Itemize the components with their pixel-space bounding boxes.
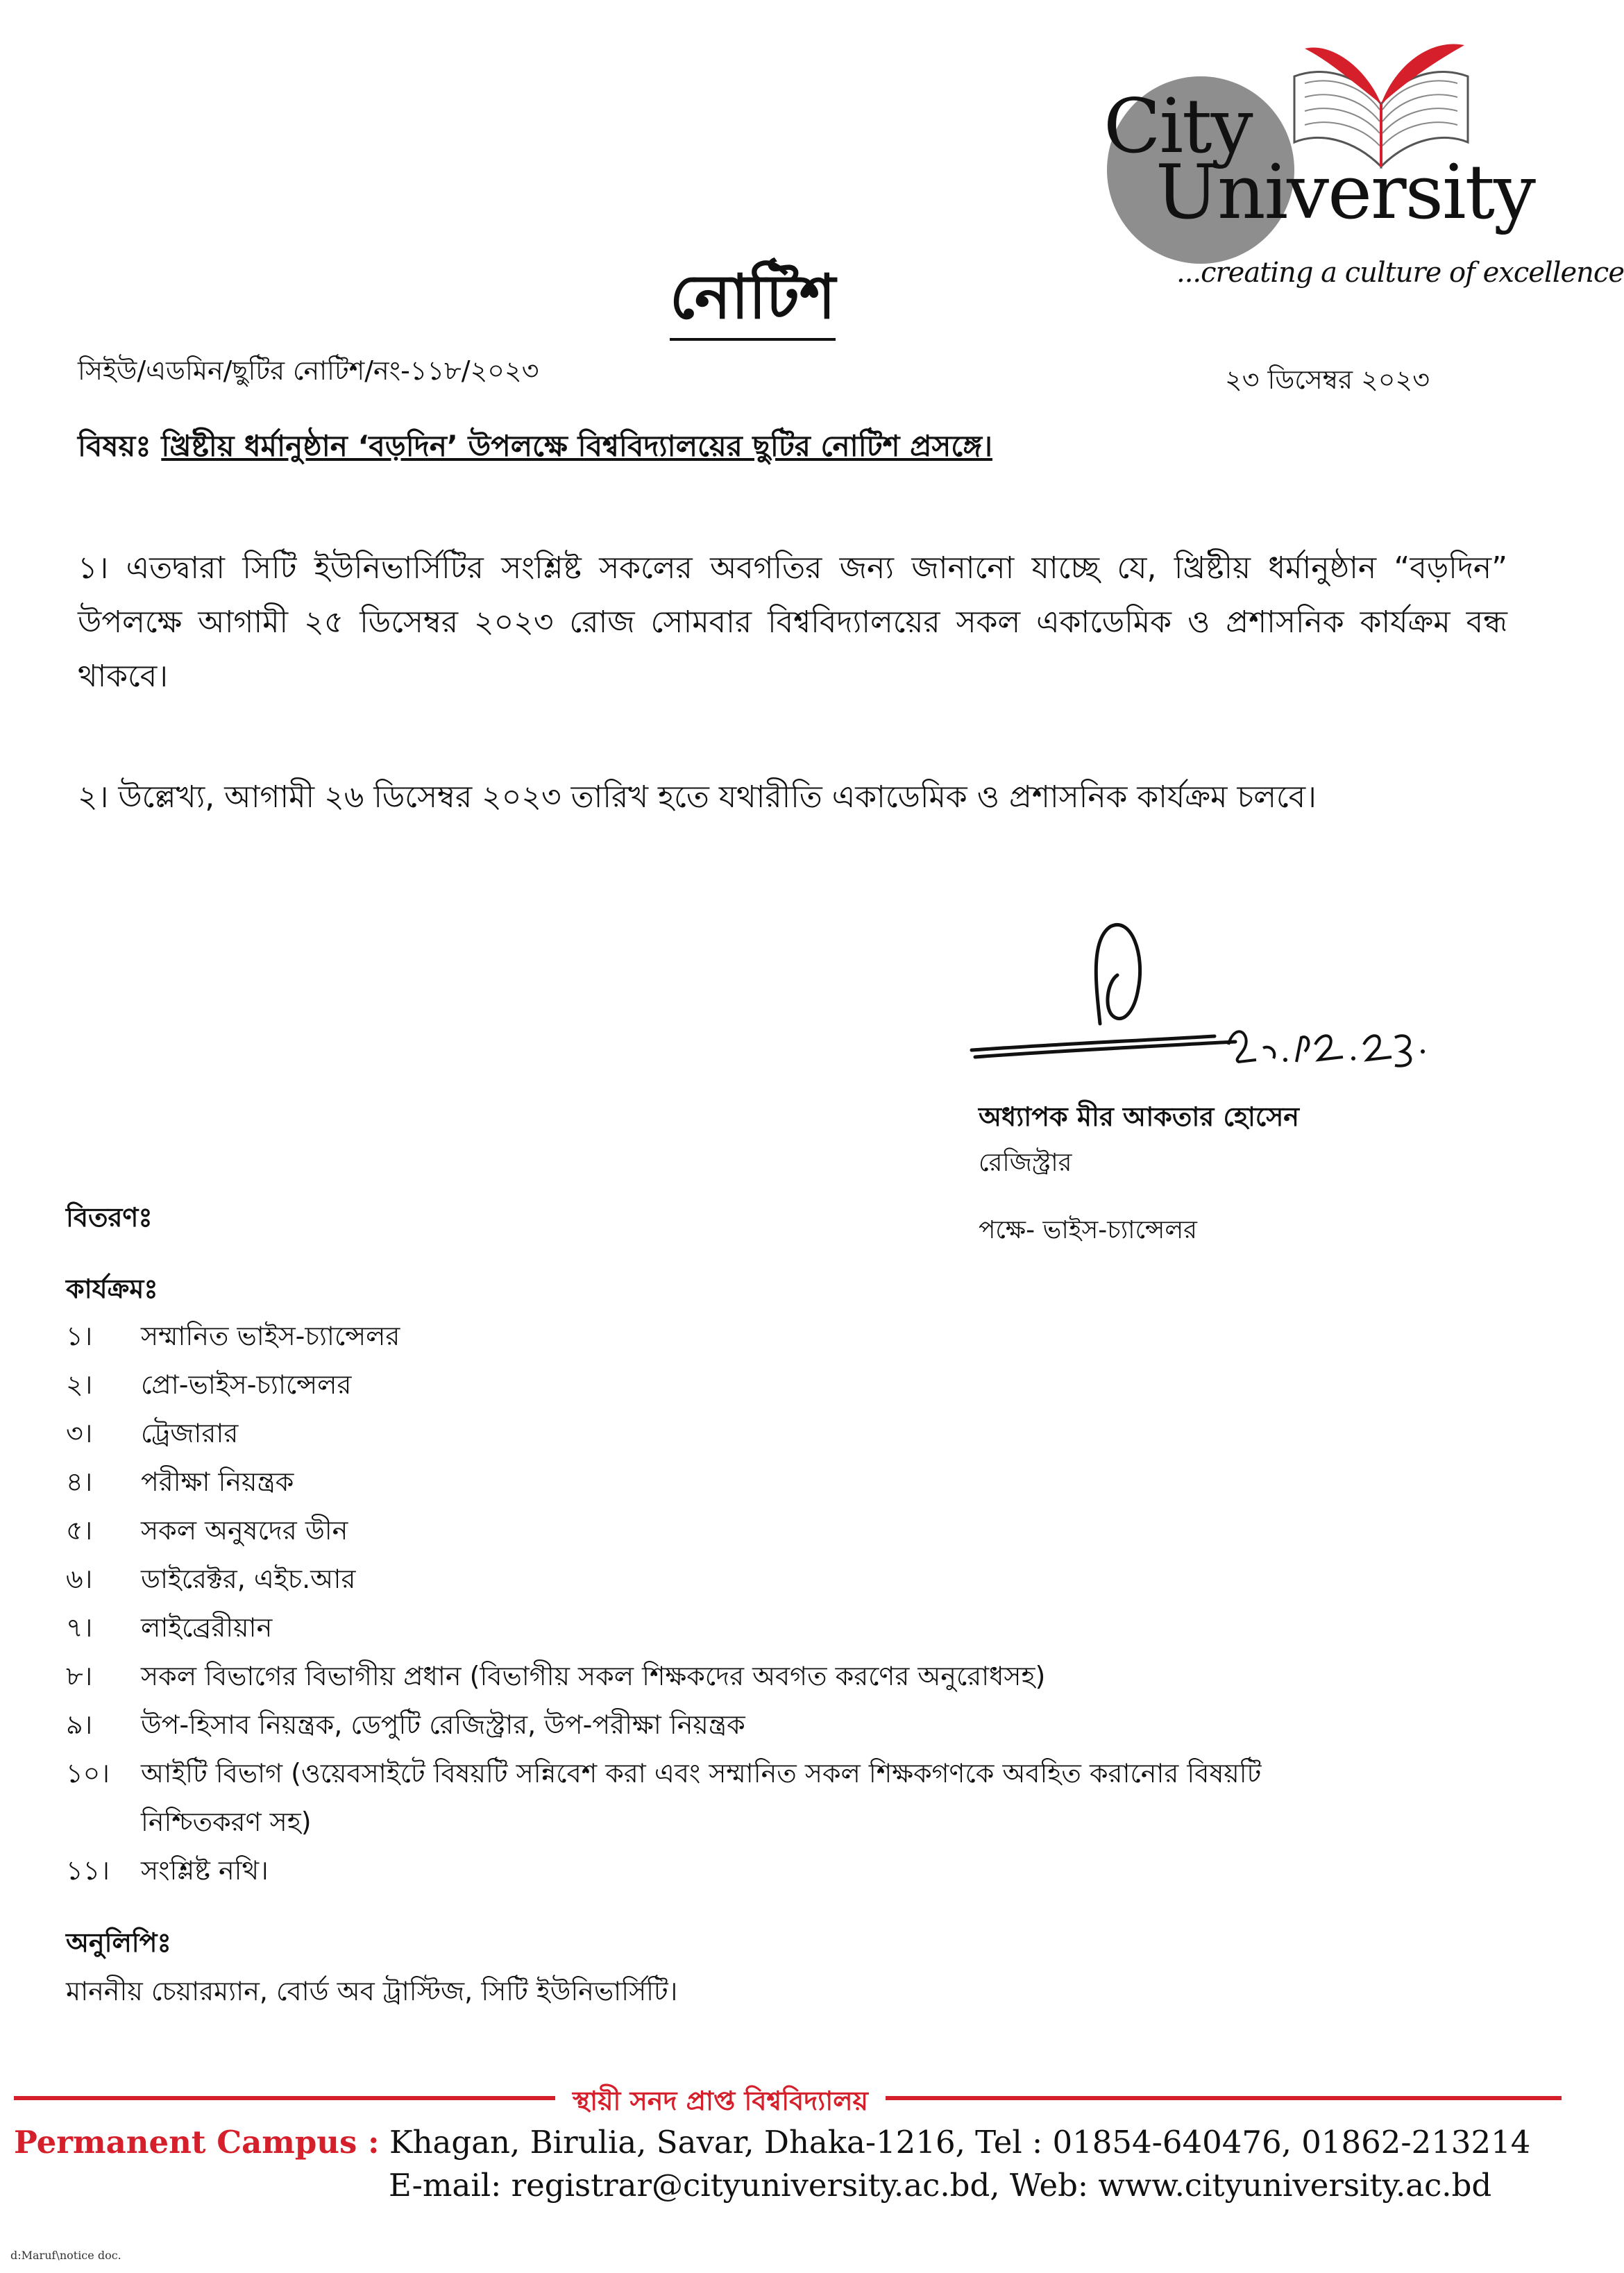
list-item (66, 1603, 1385, 1652)
list-item-number: ৪। (66, 1467, 93, 1497)
signer-title: রেজিস্ট্রার (979, 1149, 1072, 1177)
list-item-number: ১। (66, 1321, 93, 1351)
list-item-text: সম্মানিত ভাইস-চ্যান্সেলর (141, 1321, 400, 1351)
list-item (66, 1409, 1385, 1457)
handwritten-signature (965, 913, 1430, 1093)
list-item-text: লাইব্রেরীয়ান (141, 1612, 273, 1643)
list-item-text: পরীক্ষা নিয়ন্ত্রক (141, 1467, 294, 1497)
list-item-text: উপ-হিসাব নিয়ন্ত্রক, ডেপুটি রেজিস্ট্রার, উপ-পরীক্ষা নিয়ন্ত্রক (141, 1709, 745, 1740)
list-item-number: ৬। (66, 1564, 93, 1594)
list-item-text: প্রো-ভাইস-চ্যান্সেলর (141, 1369, 352, 1400)
signer-behalf: পক্ষে- ভাইস-চ্যান্সেলর (979, 1216, 1197, 1244)
signer-name: অধ্যাপক মীর আকতার হোসেন (979, 1101, 1299, 1132)
logo-word-university: University (1156, 149, 1535, 236)
subject-line (78, 423, 992, 473)
campus-address: Khagan, Birulia, Savar, Dhaka-1216, Tel : 01854-640476, 01862-213214 (389, 2124, 1531, 2161)
list-item-number: ৫। (66, 1515, 93, 1546)
copy-heading: অনুলিপিঃ (66, 1927, 171, 1958)
list-item-number: ৭। (66, 1612, 93, 1643)
list-item (66, 1652, 1385, 1700)
list-item-text: সংশ্লিষ্ট নথি। (141, 1855, 269, 1886)
list-item-number: ৩। (66, 1418, 93, 1448)
list-item-text: আইটি বিভাগ (ওয়েবসাইটে বিষয়টি সন্নিবেশ করা এবং সম্মানিত সকল শিক্ষকগণকে অবহিত করানোর বিষয়টি নিশ্চিতকরণ সহ) (141, 1758, 1262, 1837)
list-item (66, 1506, 1385, 1555)
footer-campus-line (14, 2124, 1530, 2161)
list-item (66, 1700, 1385, 1749)
reference-number: সিইউ/এডমিন/ছুটির নোটিশ/নং-১১৮/২০২৩ (78, 355, 539, 386)
list-item-number: ৯। (66, 1709, 93, 1740)
list-item-text: ডাইরেক্টর, এইচ.আর (141, 1564, 356, 1594)
list-item (66, 1360, 1385, 1409)
logo-tagline: ...creating a culture of excellence (1176, 257, 1624, 289)
logo-word-city: City (1103, 83, 1252, 170)
copy-recipient: মাননীয় চেয়ারম্যান, বোর্ড অব ট্রাস্টিজ, সিটি ইউনিভার্সিটি। (66, 1976, 678, 2006)
action-list (66, 1312, 1385, 1895)
footer-motto: স্থায়ী সনদ প্রাপ্ত বিশ্ববিদ্যালয় (555, 2081, 886, 2125)
list-item-text: ট্রেজারার (141, 1418, 239, 1448)
list-item-text: সকল বিভাগের বিভাগীয় প্রধান (বিভাগীয় সকল শিক্ষকদের অবগত করণের অনুরোধসহ) (141, 1661, 1046, 1691)
list-item (66, 1749, 1385, 1846)
list-item (66, 1457, 1385, 1506)
paragraph-1: ১। এতদ্বারা সিটি ইউনিভার্সিটির সংশ্লিষ্ট সকলের অবগতির জন্য জানানো যাচ্ছে যে, খ্রিষ্টীয় ধর্মানুষ্ঠান “বড়দিন” উপলক্ষে আগামী ২৫ ডিসেম্বর ২০২৩ রোজ সোমবার বিশ্ববিদ্যালয়ের সকল একাডেমিক ও প্রশাসনিক কার্যক্রম বন্ধ থাকবে। (78, 550, 1507, 694)
list-item (66, 1846, 1385, 1895)
list-item (66, 1555, 1385, 1603)
notice-title: নোটিশ (670, 260, 836, 341)
list-item-text: সকল অনুষদের ডীন (141, 1515, 348, 1546)
paragraph-2: ২। উল্লেখ্য, আগামী ২৬ ডিসেম্বর ২০২৩ তারিখ হতে যথারীতি একাডেমিক ও প্রশাসনিক কার্যক্রম চলবে। (78, 779, 1317, 815)
list-item (66, 1312, 1385, 1360)
footer-contact-line: E-mail: registrar@cityuniversity.ac.bd, Web: www.cityuniversity.ac.bd (389, 2167, 1492, 2204)
subject-text: খ্রিষ্টীয় ধর্মানুষ্ঠান ‘বড়দিন’ উপলক্ষে বিশ্ববিদ্যালয়ের ছুটির নোটিশ প্রসঙ্গে। (161, 429, 992, 463)
distribution-heading: বিতরণঃ (66, 1202, 153, 1233)
university-logo (1083, 28, 1624, 312)
list-item-number: ৮। (66, 1661, 93, 1691)
campus-label: Permanent Campus : (14, 2124, 380, 2161)
action-heading: কার্যক্রমঃ (66, 1274, 158, 1304)
list-item-number: ১০। (66, 1758, 110, 1789)
list-item-number: ২। (66, 1369, 93, 1400)
subject-label: বিষয়ঃ (78, 429, 151, 463)
notice-date: ২৩ ডিসেম্বর ২০২৩ (1225, 364, 1430, 395)
list-item-number: ১১। (66, 1855, 110, 1886)
file-path: d:Maruf\notice doc. (10, 2249, 121, 2262)
